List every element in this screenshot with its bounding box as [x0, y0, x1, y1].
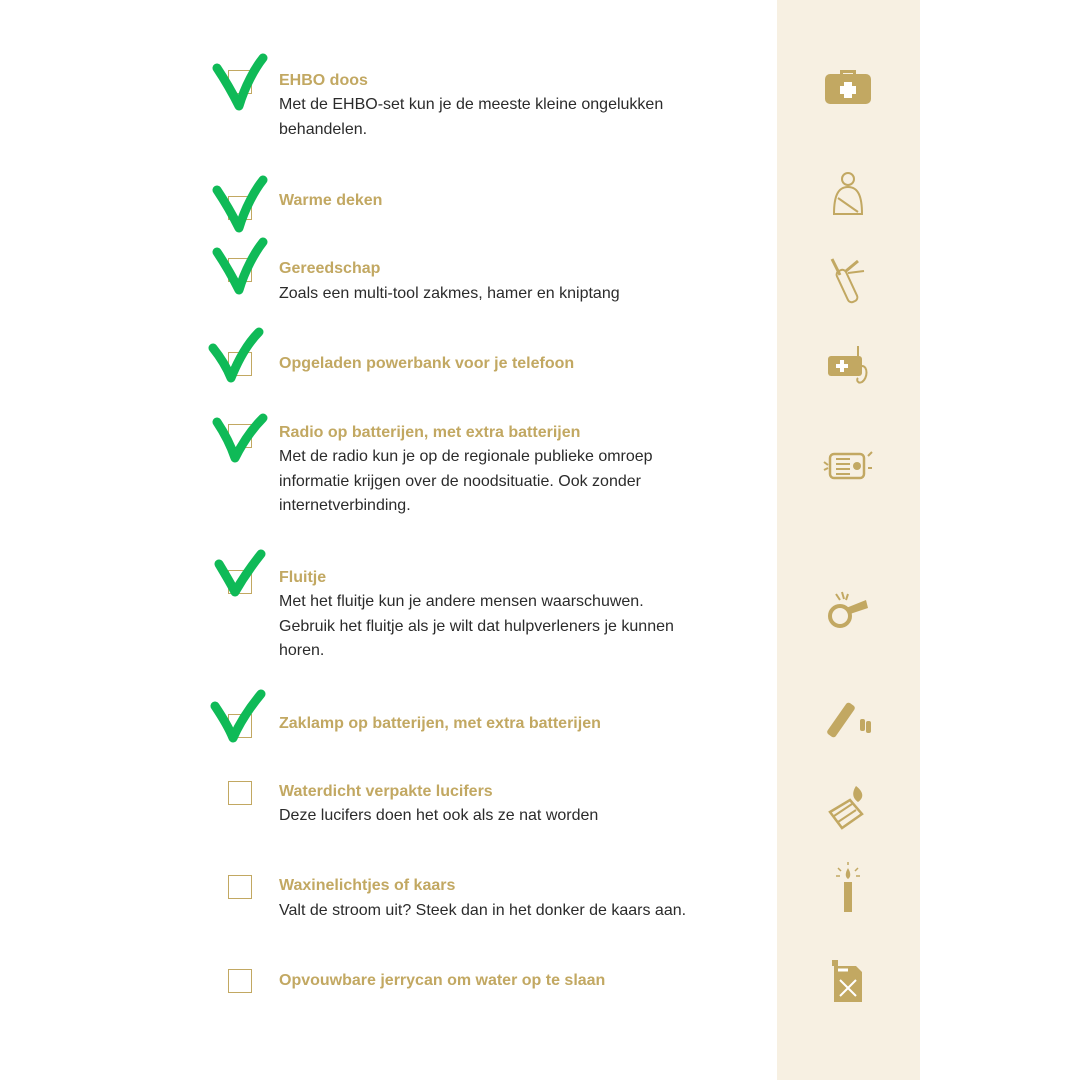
item-description: Met het fluitje kun je andere mensen waarschuwen. Gebruik het fluitje als je wilt dat hulpverleners je kunnen horen. [279, 593, 674, 659]
item-title: Radio op batterijen, met extra batterijen [279, 424, 581, 441]
green-checkmark-icon [205, 172, 271, 238]
green-checkmark-icon [205, 322, 271, 388]
item-title: Fluitje [279, 569, 327, 586]
green-checkmark-icon [205, 234, 271, 300]
item-description: Zoals een multi-tool zakmes, hamer en kniptang [279, 285, 620, 302]
checkbox[interactable] [228, 781, 252, 805]
radio-icon [822, 440, 874, 492]
powerbank-icon [822, 340, 874, 392]
green-checkmark-icon [205, 50, 271, 116]
matches-icon [822, 782, 874, 834]
multi-tool-icon [822, 255, 874, 307]
item-description: Deze lucifers doen het ook als ze nat worden [279, 807, 599, 824]
flashlight-icon [822, 697, 874, 749]
item-title: Opgeladen powerbank voor je telefoon [279, 355, 575, 372]
item-title: Zaklamp op batterijen, met extra batterijen [279, 715, 601, 732]
blanket-person-icon [822, 168, 874, 220]
green-checkmark-icon [205, 546, 271, 612]
icon-sidebar [777, 0, 920, 1080]
item-title: Waxinelichtjes of kaars [279, 877, 456, 894]
green-checkmark-icon [205, 410, 271, 476]
item-title: EHBO doos [279, 72, 368, 89]
green-checkmark-icon [205, 684, 271, 750]
jerrycan-icon [822, 954, 874, 1006]
item-description: Met de EHBO-set kun je de meeste kleine ongelukken behandelen. [279, 96, 664, 138]
item-title: Gereedschap [279, 260, 381, 277]
candle-icon [822, 860, 874, 912]
checkbox[interactable] [228, 875, 252, 899]
checkbox[interactable] [228, 969, 252, 993]
item-title: Waterdicht verpakte lucifers [279, 783, 493, 800]
item-title: Warme deken [279, 192, 383, 209]
whistle-icon [822, 584, 874, 636]
item-description: Valt de stroom uit? Steek dan in het donker de kaars aan. [279, 902, 687, 919]
item-title: Opvouwbare jerrycan om water op te slaan [279, 972, 606, 989]
item-description: Met de radio kun je op de regionale publieke omroep informatie krijgen over de noodsituatie. Ook zonder internetverbinding. [279, 448, 653, 514]
first-aid-kit-icon [822, 58, 874, 110]
